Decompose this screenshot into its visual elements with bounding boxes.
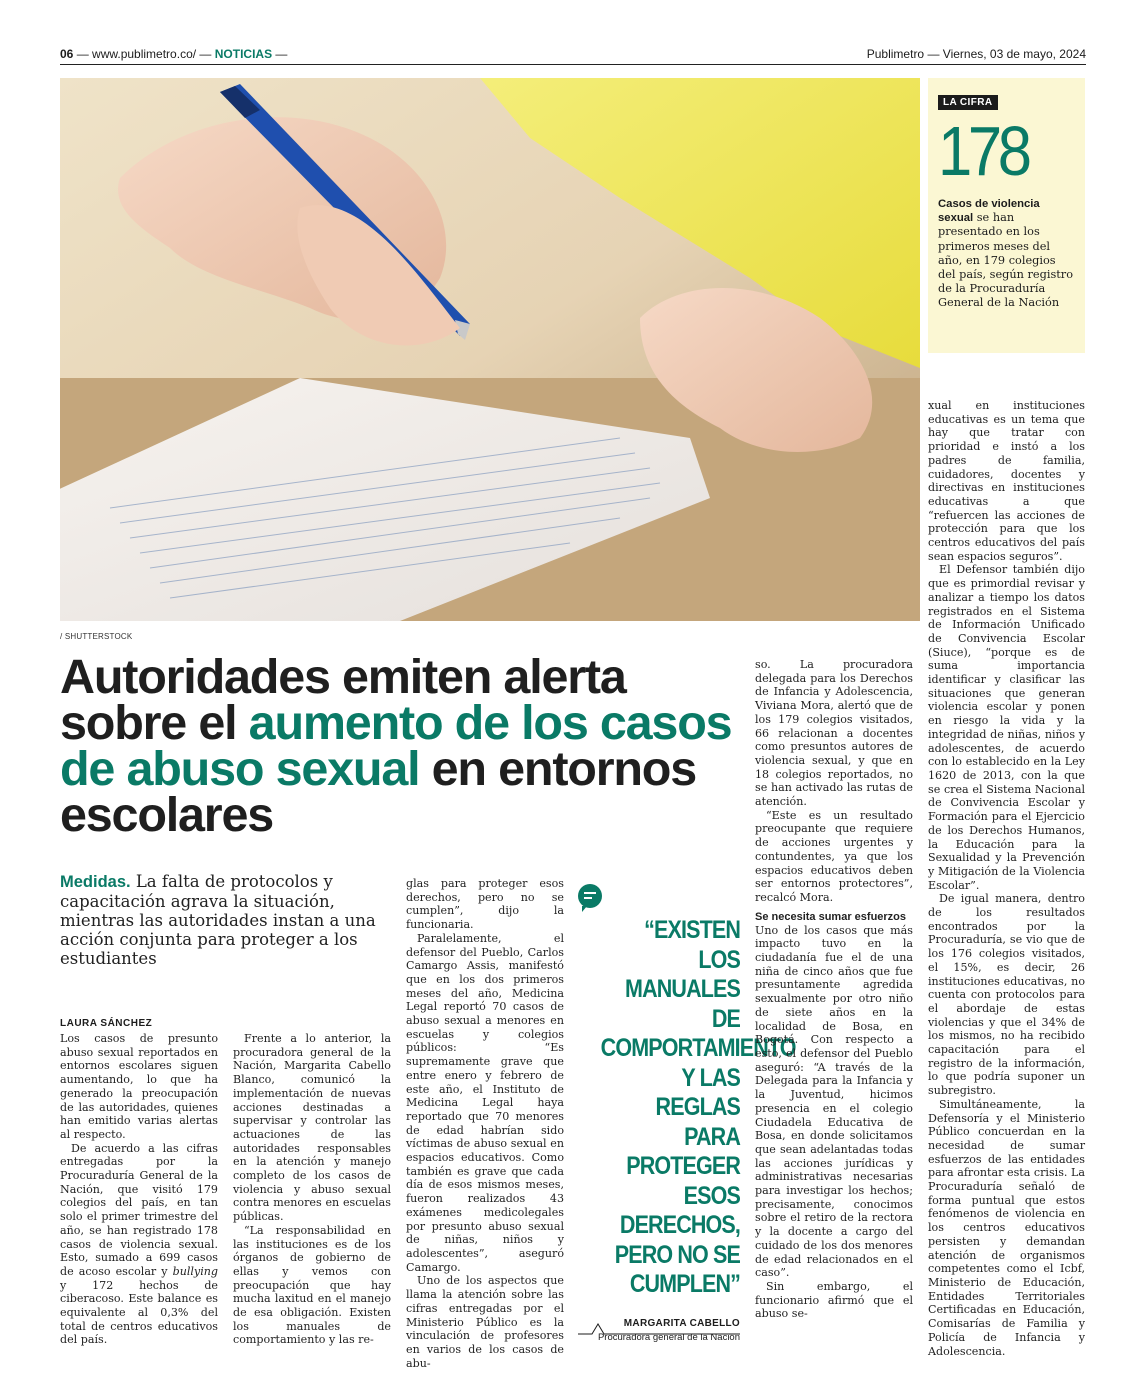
- quote-divider: [578, 1323, 740, 1335]
- cifra-bold: Casos de violencia sexual: [938, 198, 1040, 225]
- paragraph: “La responsabilidad en las instituciones es de los órganos de gobierno de ellas y vemos con preocupación que hay mucha laxitud en el manejo de esa obligación. Existen los manuales de comportamiento y las re-: [233, 1223, 391, 1347]
- section-name: NOTICIAS: [214, 47, 273, 61]
- site-url[interactable]: www.publimetro.co/: [92, 47, 197, 61]
- paragraph: Uno de los casos que más impacto tuvo en la ciudadanía fue el de una niña de cinco años que fue presuntamente agredida sexualmente por otro niño de siete años en la localidad de Bosa, en Bogotá. Con respecto a esto, el defensor del Pueblo aseguró: “A través de la Delegada para la Infancia y la Juventud, hicimos presencia en el colegio Ciudadela Educativa de Bosa, en donde solicitamos que sean adelantadas todas las acciones jurídicas y administrativas necesarias para investigar los hechos; precisamente, conocimos sobre el retiro de la rectora y la docente a cargo del cuidado de los dos menores de edad relacionados en el caso”.: [755, 923, 913, 1280]
- headline: [60, 650, 750, 842]
- paragraph: Paralelamente, el defensor del Pueblo, Carlos Camargo Assis, manifestó que en los dos primeros meses del año, Medicina Legal reportó 70 casos de abuso sexual a menores en escuelas y colegios públicos: “Es supremamente grave que entre enero y febrero de este año, el Instituto de Medicina Legal haya reportado que 70 menores de edad habrían sido víctimas de abuso sexual en espacios educativos. Como también es grave que cada día de esos mismos meses, fueron realizados 43 exámenes medicolegales por presunto abuso sexual de niñas, niños y adolescentes”, aseguró Camargo.: [406, 931, 564, 1274]
- dek: [60, 872, 380, 968]
- article-column-3: [406, 877, 564, 1370]
- paper-name: Publimetro: [866, 47, 925, 61]
- article-column-2: [233, 1032, 391, 1347]
- header-left: 06 — www.publimetro.co/ — NOTICIAS —: [60, 47, 288, 61]
- photo-illustration: [60, 78, 920, 621]
- paragraph: El Defensor también dijo que es primordial revisar y analizar a tiempo los datos registrados en el Sistema de Información Unificado de Convivencia Escolar (Siuce), “porque es de suma importancia identificar y clasificar las situaciones que generan violencia escolar y ponen en riesgo la vida y la integridad de niñas, niños y adolescentes, de acuerdo con lo establecido en la Ley 1620 de 2013, con la que se crea el Sistema Nacional de Convivencia Escolar y Formación para el Ejercicio de los Derechos Humanos, la Educación para la Sexualidad y la Prevención y Mitigación de la Violencia Escolar”.: [928, 563, 1085, 892]
- issue-date: Viernes, 03 de mayo, 2024: [942, 47, 1086, 61]
- paragraph: Simultáneamente, la Defensoría y el Ministerio Público concuerdan en la necesidad de sumar esfuerzos de las entidades para afrontar esta crisis. La Procuraduría señaló de forma puntual que estos fenómenos de violencia en los centros educativos persisten y demandan atención de organismos competentes como el Icbf, Ministerio de Educación, Entidades Territoriales Certificadas en Educación, Comisarías de Familia y Policía de Infancia y Adolescencia.: [928, 1097, 1085, 1358]
- paragraph: xual en instituciones educativas es un tema que hay que tratar con prioridad e instó a los padres de familia, cuidadores, docentes y directivas en instituciones educativas a que “refuercen las acciones de protección para que los centros educativos del país sean espacios seguros”.: [928, 399, 1085, 563]
- headline-part1: Autoridades emiten alerta sobre el: [60, 650, 626, 750]
- byline: LAURA SÁNCHEZ: [60, 1018, 153, 1029]
- cifra-tag: LA CIFRA: [938, 95, 998, 110]
- subheading: Se necesita sumar esfuerzos: [755, 910, 907, 923]
- paragraph: Uno de los aspectos que llama la atención sobre las cifras entregadas por el Ministerio Público es la vinculación de profesores en varios de los casos de abu-: [406, 1274, 564, 1370]
- pull-quote: [578, 884, 796, 1343]
- paragraph: De acuerdo a las cifras entregadas por la Procuraduría General de la Nación, que visitó 179 colegios del país, en tan solo el primer trimestre del año, se han registrado 178 casos de violencia sexual. Esto, sumado a 699 casos de acoso escolar y bullying y 172 hechos de ciberacoso. Este balance es equivalente al 0,3% del total de centros educativos del país.: [60, 1141, 218, 1347]
- page-number: 06: [60, 47, 74, 61]
- quote-author: MARGARITA CABELLO: [623, 1317, 740, 1329]
- dek-kicker: Medidas.: [60, 873, 131, 891]
- article-column-5: [928, 399, 1085, 1358]
- paragraph: Frente a lo anterior, la procuradora general de la Nación, Margarita Cabello Blanco, comunicó la implementación de nuevas acciones destinadas a supervisar y controlar las actuaciones de las autoridades responsables en la atención y manejo completo de los casos de violencia y abuso sexual contra menores en escuelas públicas.: [233, 1032, 391, 1224]
- paragraph: De igual manera, dentro de los resultados encontrados por la Procuraduría, se vio que de los 176 colegios visitados, el 15%, es decir, 26 instituciones educativas, no cuenta con protocolos para el abordaje de estas violencias y que el 34% de los mismos, no ha recibido capacitación para el registro de la información, lo que podría suponer un subregistro.: [928, 892, 1085, 1098]
- speech-bubble-icon: [578, 884, 602, 908]
- quote-text: “EXISTEN LOS MANUALES DE COMPORTAMIENTO Y LAS REGLAS PARA PROTEGER ESOS DERECHOS, PERO NO SE CUMPLEN”: [600, 916, 796, 1298]
- quote-role: Procuradora general de la Nación: [597, 1331, 740, 1343]
- headline-highlight: aumento de los casos de abuso sexual: [60, 696, 732, 796]
- paragraph: Los casos de presunto abuso sexual reportados en entornos escolares siguen aumentando, lo que ha generado la preocupación de las autoridades, quienes han emitido varias alertas al respecto.: [60, 1032, 218, 1141]
- header-right: Publimetro — Viernes, 03 de mayo, 2024: [866, 47, 1086, 61]
- cifra-body: se han presentado en los primeros meses del año, en 179 colegios del país, según registro de la Procuraduría General de la Nación: [938, 211, 1074, 310]
- article-column-1: [60, 1032, 218, 1347]
- paragraph: Sin embargo, el funcionario afirmó que el abuso se-: [755, 1279, 913, 1321]
- paragraph: glas para proteger esos derechos, pero no se cumplen”, dijo la funcionaria.: [406, 877, 564, 932]
- paragraph: “Este es un resultado preocupante que requiere de acciones urgentes y contundentes, ya que los espacios educativos deben ser entornos protectores”, recalcó Mora.: [755, 808, 913, 904]
- cifra-box: [928, 78, 1085, 353]
- main-photo: [60, 78, 920, 621]
- cifra-number: 178: [938, 112, 1028, 190]
- page-header: [60, 47, 1086, 65]
- article-column-4: [755, 658, 913, 1321]
- paragraph: so. La procuradora delegada para los Derechos de Infancia y Adolescencia, Viviana Mora, alertó que de los 179 colegios visitados, 66 relacionan a docentes como presuntos autores de violencia sexual, y que en 18 colegios reportados, no se han activado las rutas de atención.: [755, 658, 913, 809]
- photo-credit: / SHUTTERSTOCK: [60, 632, 133, 641]
- cifra-text: [938, 197, 1075, 311]
- dek-text: La falta de protocolos y capacitación agrava la situación, mientras las autoridades instan a una acción conjunta para proteger a los estudiantes: [60, 872, 376, 968]
- headline-part2: en entornos escolares: [60, 742, 696, 842]
